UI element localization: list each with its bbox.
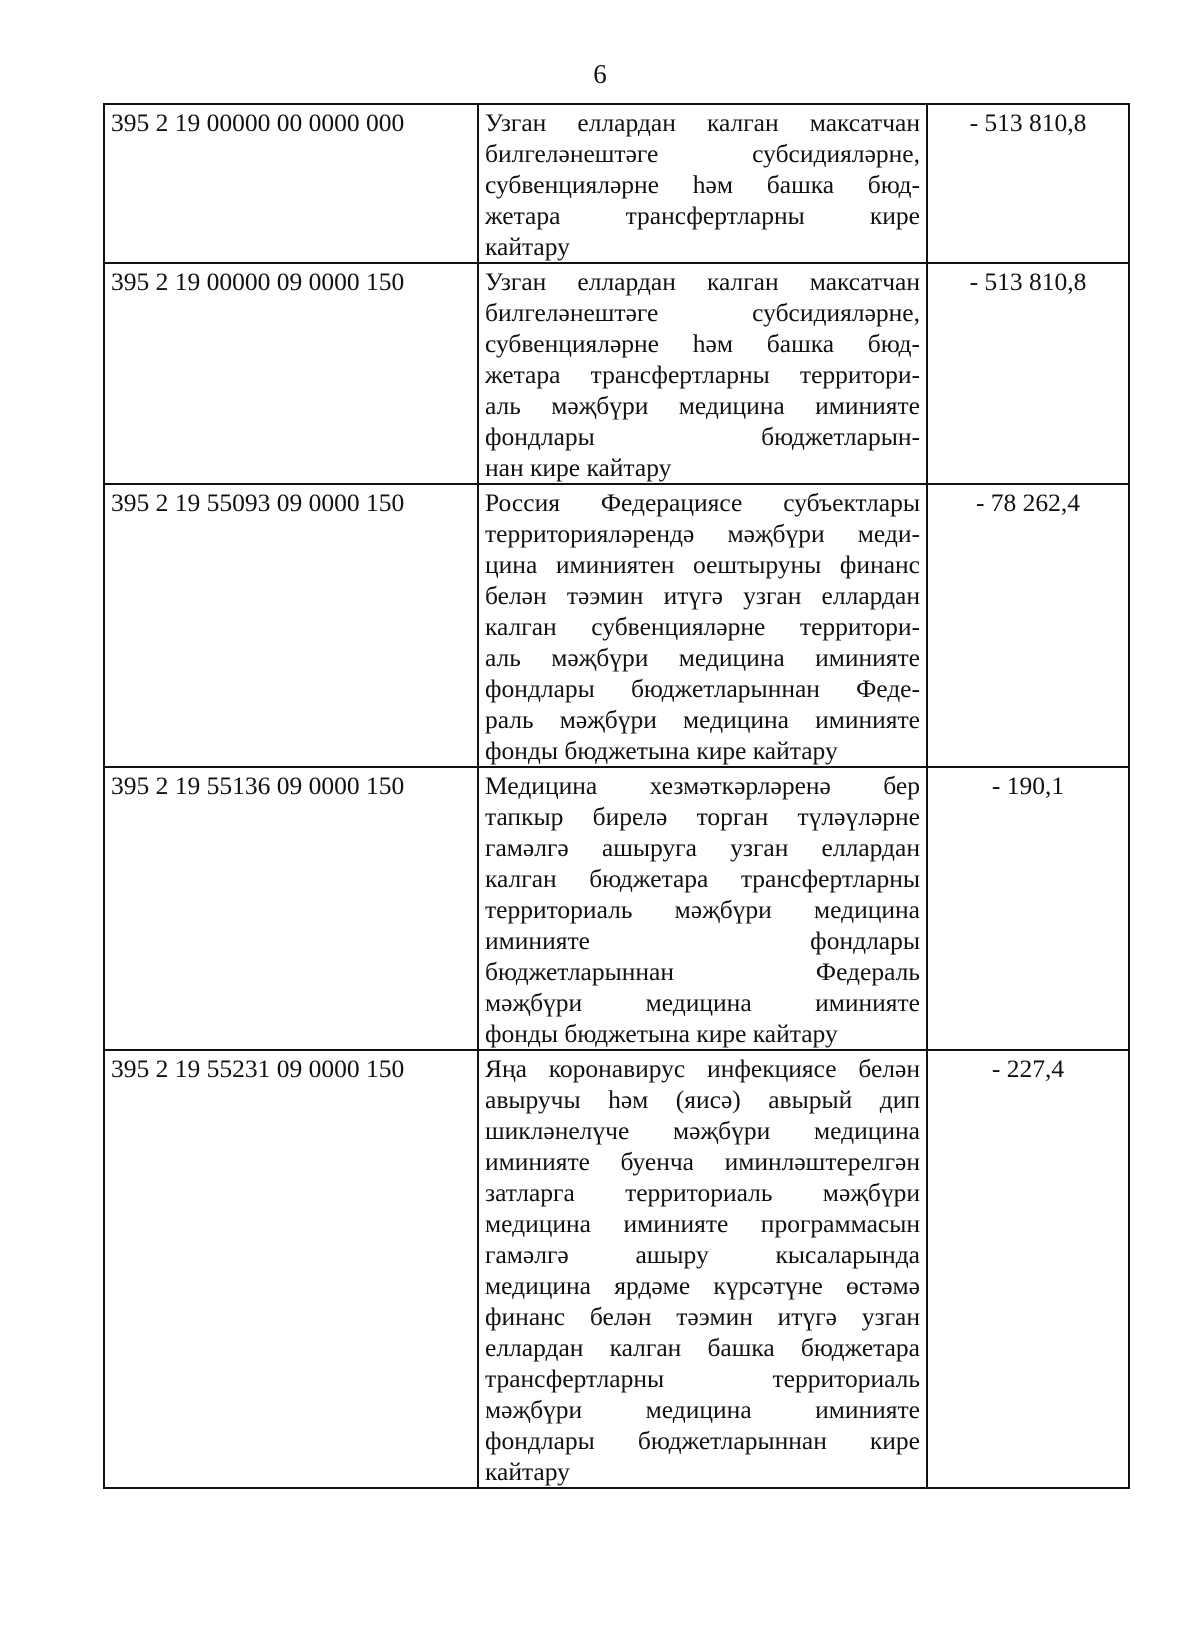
description-line: билгеләнештәге субсидияләрне, xyxy=(485,139,920,168)
description-line: фондлары бюджетларын- xyxy=(485,422,920,451)
description-line: авыручы һәм (яисә) авырый дип xyxy=(485,1085,920,1114)
description-line: фонды бюджетына кире кайтару xyxy=(485,736,838,765)
description-line: фондлары бюджетларыннан кире xyxy=(485,1426,920,1455)
amount-cell: - 513 810,8 xyxy=(927,263,1129,484)
description-line: аль мәҗбүри медицина иминияте xyxy=(485,643,920,672)
table-row xyxy=(104,484,1129,767)
budget-code-cell: 395 2 19 00000 00 0000 000 xyxy=(104,104,478,263)
description-line: раль мәҗбүри медицина иминияте xyxy=(485,705,920,734)
description-line: субвенцияләрне һәм башка бюд- xyxy=(485,329,920,358)
budget-code-cell: 395 2 19 55231 09 0000 150 xyxy=(104,1050,478,1488)
description-line: кайтару xyxy=(485,232,570,261)
description-line: гамәлгә ашыру кысаларында xyxy=(485,1240,920,1269)
budget-code-cell: 395 2 19 55136 09 0000 150 xyxy=(104,767,478,1050)
description-line: аль мәҗбүри медицина иминияте xyxy=(485,391,920,420)
budget-code-cell: 395 2 19 00000 09 0000 150 xyxy=(104,263,478,484)
description-line: шикләнелүче мәҗбүри медицина xyxy=(485,1116,920,1145)
description-line: жетара трансфертларны кире xyxy=(485,201,920,230)
table-row xyxy=(104,104,1129,263)
description-line: трансфертларны территориаль xyxy=(485,1364,920,1393)
description-line: жетара трансфертларны территори- xyxy=(485,360,920,389)
amount-cell: - 513 810,8 xyxy=(927,104,1129,263)
description-line: гамәлгә ашыруга узган еллардан xyxy=(485,833,920,862)
description-line: медицина иминияте программасын xyxy=(485,1209,920,1238)
description-line: субвенцияләрне һәм башка бюд- xyxy=(485,170,920,199)
description-line: иминияте буенча иминләштерелгән xyxy=(485,1147,920,1176)
budget-table-body xyxy=(104,104,1129,1488)
page-number: 6 xyxy=(593,59,607,89)
table-row xyxy=(104,263,1129,484)
description-line: медицина ярдәме күрсәтүне өстәмә xyxy=(485,1271,920,1300)
description-line: Яңа коронавирус инфекциясе белән xyxy=(485,1054,920,1083)
description-line: бюджетларыннан Федераль xyxy=(485,957,920,986)
description-line: тапкыр бирелә торган түләүләрне xyxy=(485,802,920,831)
description-line: Медицина хезмәткәрләренә бер xyxy=(485,771,920,800)
description-line: затларга территориаль мәҗбүри xyxy=(485,1178,920,1207)
amount-cell: - 190,1 xyxy=(927,767,1129,1050)
description-cell xyxy=(478,767,927,1050)
description-line: кайтару xyxy=(485,1457,570,1486)
description-cell xyxy=(478,484,927,767)
description-line: мәҗбүри медицина иминияте xyxy=(485,1395,920,1424)
description-line: иминияте фондлары xyxy=(485,926,920,955)
description-line: белән тәэмин итүгә узган еллардан xyxy=(485,581,920,610)
description-line: нан кире кайтару xyxy=(485,453,672,482)
description-line: территорияләрендә мәҗбүри меди- xyxy=(485,519,920,548)
description-line: Россия Федерациясе субъектлары xyxy=(485,488,920,517)
description-line: Узган еллардан калган максатчан xyxy=(485,108,920,137)
table-row xyxy=(104,1050,1129,1488)
description-cell xyxy=(478,104,927,263)
table-row xyxy=(104,767,1129,1050)
description-line: калган бюджетара трансфертларны xyxy=(485,864,920,893)
description-cell xyxy=(478,1050,927,1488)
description-line: мәҗбүри медицина иминияте xyxy=(485,988,920,1017)
amount-cell: - 227,4 xyxy=(927,1050,1129,1488)
description-line: калган субвенцияләрне территори- xyxy=(485,612,920,641)
description-line: Узган еллардан калган максатчан xyxy=(485,267,920,296)
description-line: фондлары бюджетларыннан Феде- xyxy=(485,674,920,703)
description-line: фонды бюджетына кире кайтару xyxy=(485,1019,838,1048)
description-line: цина иминиятен оештыруны финанс xyxy=(485,550,920,579)
description-line: территориаль мәҗбүри медицина xyxy=(485,895,920,924)
description-cell xyxy=(478,263,927,484)
budget-code-cell: 395 2 19 55093 09 0000 150 xyxy=(104,484,478,767)
amount-cell: - 78 262,4 xyxy=(927,484,1129,767)
description-line: еллардан калган башка бюджетара xyxy=(485,1333,920,1362)
budget-table xyxy=(103,103,1130,1489)
description-line: финанс белән тәэмин итүгә узган xyxy=(485,1302,920,1331)
description-line: билгеләнештәге субсидияләрне, xyxy=(485,298,920,327)
